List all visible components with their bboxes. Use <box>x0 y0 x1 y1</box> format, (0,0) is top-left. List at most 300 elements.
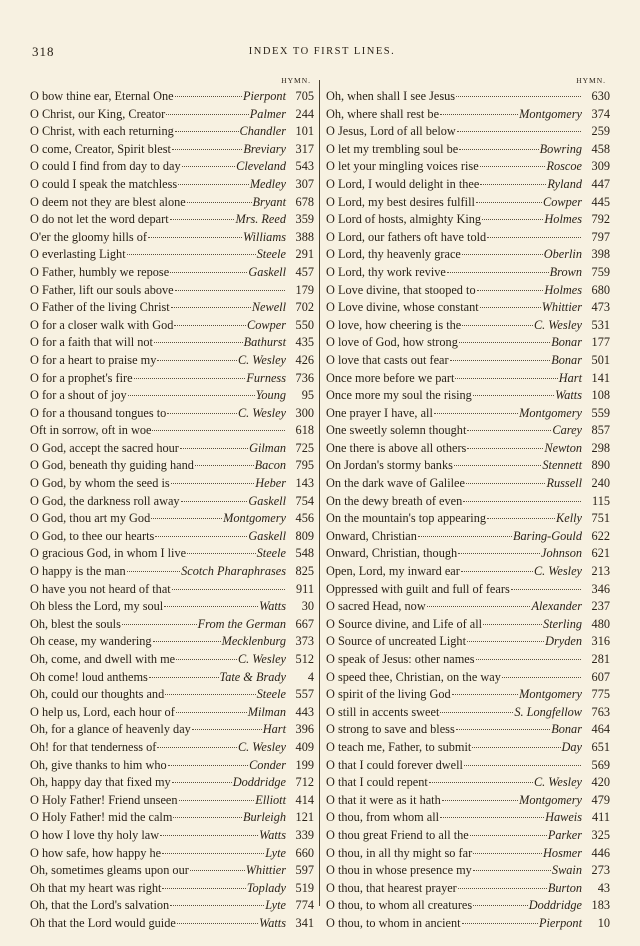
hymn-number: 660 <box>295 845 314 860</box>
first-line-text: O happy is the man <box>30 564 126 579</box>
dot-leader <box>476 202 542 203</box>
author-name: Baring-Gould <box>513 528 582 543</box>
index-entry <box>30 211 314 229</box>
hymn-number: 213 <box>591 564 610 579</box>
first-line-text: O God, by whom the seed is <box>30 476 170 491</box>
author-name: Stennett <box>542 458 582 473</box>
first-line-text: O for a faith that will not <box>30 335 153 350</box>
hymn-number: 183 <box>591 898 610 913</box>
author-name: Russell <box>546 476 582 491</box>
dot-leader <box>467 641 544 642</box>
author-name: Steele <box>256 687 286 702</box>
dot-leader <box>187 202 252 203</box>
dot-leader <box>178 184 249 185</box>
hymn-number: 712 <box>295 775 314 790</box>
index-entry <box>326 774 610 792</box>
index-entry <box>326 651 610 669</box>
first-line-text: O could I speak the matchless <box>30 176 178 191</box>
hymn-number: 792 <box>591 212 610 227</box>
first-line-text: One prayer I have, all <box>326 405 433 420</box>
dot-leader <box>476 659 581 660</box>
dot-leader <box>462 923 538 924</box>
first-line-text: O how safe, how happy he <box>30 845 162 860</box>
first-line-text: O thou, to whom in ancient <box>326 915 461 930</box>
index-entry <box>30 194 314 212</box>
first-line-text: O thou, that hearest prayer <box>326 880 457 895</box>
author-name: Montgomery <box>223 511 286 526</box>
author-name: Milman <box>247 704 286 719</box>
first-line-text: O God, the darkness roll away <box>30 493 180 508</box>
index-entry <box>30 545 314 563</box>
author-name: Gaskell <box>248 528 286 543</box>
hymn-number: 754 <box>295 493 314 508</box>
index-entry <box>326 845 610 863</box>
index-entry <box>326 264 610 282</box>
index-entry <box>326 422 610 440</box>
index-entry <box>326 370 610 388</box>
author-name: Cleveland <box>236 159 286 174</box>
dot-leader <box>473 905 528 906</box>
first-line-text: O bow thine ear, Eternal One <box>30 89 174 103</box>
first-line-text: Once more before we part <box>326 370 455 385</box>
dot-leader <box>128 395 255 396</box>
first-line-text: O Source of uncreated Light <box>326 634 466 649</box>
hymn-number: 457 <box>295 264 314 279</box>
dot-leader <box>466 483 546 484</box>
first-line-text: Oh, happy day that fixed my <box>30 775 171 790</box>
hymn-number: 622 <box>591 528 610 543</box>
author-name: Whittier <box>245 863 286 878</box>
dot-leader <box>162 853 264 854</box>
author-name: S. Longfellow <box>514 704 582 719</box>
hymn-number: 702 <box>295 300 314 315</box>
first-line-text: O'er the gloomy hills of <box>30 229 147 244</box>
hymn-number: 446 <box>591 845 610 860</box>
author-name: Ryland <box>547 176 582 191</box>
first-line-text: On the dewy breath of even <box>326 493 463 508</box>
dot-leader <box>157 747 237 748</box>
hymn-number: 501 <box>591 352 610 367</box>
dot-leader <box>172 782 232 783</box>
first-line-text: On the dark wave of Galilee <box>326 476 465 491</box>
hymn-number: 890 <box>591 458 610 473</box>
index-entry <box>30 563 314 581</box>
hymn-number: 179 <box>295 282 314 297</box>
author-name: Roscoe <box>546 159 582 174</box>
index-entry <box>30 721 314 739</box>
index-entry <box>30 774 314 792</box>
first-line-text: Oh! for that tenderness of <box>30 739 157 754</box>
first-line-text: O that I could repent <box>326 775 428 790</box>
hymn-number: 447 <box>591 176 610 191</box>
index-entry <box>30 651 314 669</box>
index-entry <box>30 141 314 159</box>
dot-leader <box>164 606 258 607</box>
author-name: Watts <box>259 599 286 614</box>
hymn-number: 339 <box>295 827 314 842</box>
hymn-number: 341 <box>295 915 314 930</box>
author-name: Burton <box>547 880 582 895</box>
index-entry <box>30 686 314 704</box>
dot-leader <box>487 518 555 519</box>
index-entry <box>30 282 314 300</box>
dot-leader <box>176 712 247 713</box>
author-name: Elliott <box>255 792 286 807</box>
dot-leader <box>462 254 543 255</box>
dot-leader <box>195 465 254 466</box>
dot-leader <box>192 729 262 730</box>
author-name: Chandler <box>239 124 286 139</box>
dot-leader <box>452 694 518 695</box>
hymn-number: 420 <box>591 775 610 790</box>
author-name: Lyte <box>265 845 286 860</box>
index-entry <box>326 194 610 212</box>
index-entry <box>326 158 610 176</box>
first-line-text: O thou, from whom all <box>326 810 440 825</box>
first-line-text: O Lord, I would delight in thee <box>326 176 480 191</box>
hymn-number: 346 <box>591 581 610 596</box>
dot-leader <box>434 413 518 414</box>
index-entry <box>30 598 314 616</box>
author-name: C. Wesley <box>237 652 286 666</box>
hymn-number: 512 <box>295 652 314 666</box>
hymn-number: 464 <box>591 722 610 737</box>
author-name: Montgomery <box>519 792 582 807</box>
author-name: Gaskell <box>248 264 286 279</box>
author-name: Watts <box>555 388 582 403</box>
dot-leader <box>457 131 581 132</box>
author-name: From the German <box>197 616 286 631</box>
column-divider <box>319 80 320 906</box>
hymn-number: 857 <box>591 423 610 438</box>
index-entry <box>326 317 610 335</box>
index-entry <box>326 106 610 124</box>
first-line-text: One there is above all others <box>326 440 467 455</box>
author-name: Haweis <box>545 810 582 825</box>
dot-leader <box>168 765 248 766</box>
dot-leader <box>122 624 197 625</box>
author-name: Medley <box>249 176 286 191</box>
author-name: Brown <box>549 264 582 279</box>
index-entry <box>326 528 610 546</box>
first-line-text: O let my trembling soul be <box>326 141 459 156</box>
author-name: Hart <box>558 370 582 385</box>
dot-leader <box>487 237 581 238</box>
author-name: C. Wesley <box>533 317 582 332</box>
author-name: Scotch Pharaphrases <box>181 564 286 579</box>
first-line-text: O spirit of the living God <box>326 687 451 702</box>
first-line-text: O for a prophet's fire <box>30 370 133 385</box>
dot-leader <box>463 501 581 502</box>
dot-leader <box>162 888 245 889</box>
author-name: Young <box>255 388 286 403</box>
index-entry <box>30 264 314 282</box>
index-entry <box>30 827 314 845</box>
index-entry <box>326 352 610 370</box>
author-name: Heber <box>255 476 286 491</box>
index-entry <box>326 457 610 475</box>
first-line-text: O Father, humbly we repose <box>30 264 170 279</box>
index-entry <box>30 387 314 405</box>
dot-leader <box>171 307 251 308</box>
author-name: C. Wesley <box>533 564 582 579</box>
index-entry <box>326 493 610 511</box>
index-entry <box>326 897 610 915</box>
first-line-text: Oppressed with guilt and full of fears <box>326 581 510 596</box>
hymn-number: 678 <box>295 194 314 209</box>
index-entry <box>326 440 610 458</box>
index-entry <box>326 246 610 264</box>
author-name: Furness <box>246 370 286 385</box>
dot-leader <box>450 360 551 361</box>
hymn-number: 621 <box>591 546 610 561</box>
dot-leader <box>127 571 181 572</box>
dot-leader <box>172 149 243 150</box>
dot-leader <box>149 677 219 678</box>
author-name: C. Wesley <box>237 405 286 420</box>
dot-leader <box>176 659 237 660</box>
index-entry <box>30 581 314 599</box>
index-entry <box>30 845 314 863</box>
hymn-number: 396 <box>295 722 314 737</box>
hymn-number: 458 <box>591 141 610 156</box>
author-name: Holmes <box>544 212 582 227</box>
hymn-number: 543 <box>295 159 314 174</box>
hymn-number: 479 <box>591 792 610 807</box>
index-entry <box>30 915 314 933</box>
hymn-number: 557 <box>295 687 314 702</box>
first-line-text: Oh, that the Lord's salvation <box>30 898 170 913</box>
first-line-text: One sweetly solemn thought <box>326 423 467 438</box>
hymn-number: 797 <box>591 229 610 244</box>
hymn-number: 705 <box>295 89 314 103</box>
hymn-number: 409 <box>295 739 314 754</box>
first-line-text: O could I find from day to day <box>30 159 181 174</box>
hymn-number: 237 <box>591 599 610 614</box>
dot-leader <box>459 342 550 343</box>
author-name: Carey <box>552 423 582 438</box>
index-entry <box>30 299 314 317</box>
hymn-number: 548 <box>295 546 314 561</box>
first-line-text: O Source divine, and Life of all <box>326 616 483 631</box>
dot-leader <box>467 448 543 449</box>
index-entry <box>30 229 314 247</box>
author-name: Gaskell <box>248 493 286 508</box>
first-line-text: O love, how cheering is the <box>326 317 462 332</box>
dot-leader <box>442 800 518 801</box>
author-name: C. Wesley <box>533 775 582 790</box>
author-name: Gilman <box>249 440 286 455</box>
index-entry <box>30 440 314 458</box>
author-name: Sterling <box>543 616 582 631</box>
dot-leader <box>165 694 255 695</box>
author-name: Toplady <box>246 880 286 895</box>
index-entry <box>30 88 314 106</box>
hymn-column-heading: HYMN. <box>281 76 311 85</box>
author-name: Williams <box>242 229 286 244</box>
author-name: Bonar <box>551 335 582 350</box>
first-line-text: O Lord, my best desires fulfill <box>326 194 475 209</box>
dot-leader <box>467 430 551 431</box>
hymn-number: 725 <box>295 440 314 455</box>
author-name: Bonar <box>551 352 582 367</box>
author-name: Bacon <box>254 458 286 473</box>
dot-leader <box>173 817 242 818</box>
author-name: Steele <box>256 546 286 561</box>
page-number: 318 <box>32 44 55 59</box>
author-name: Montgomery <box>519 405 582 420</box>
first-line-text: O for a shout of joy <box>30 388 127 403</box>
first-line-text: O help us, Lord, each hour of <box>30 704 175 719</box>
index-entry <box>30 510 314 528</box>
dot-leader <box>182 166 236 167</box>
index-entry <box>326 704 610 722</box>
hymn-number: 316 <box>591 634 610 649</box>
hymn-number: 291 <box>295 247 314 262</box>
author-name: Newton <box>544 440 582 455</box>
author-name: Parker <box>547 827 582 842</box>
index-entry <box>326 545 610 563</box>
hymn-number: 143 <box>295 476 314 491</box>
dot-leader <box>461 571 533 572</box>
index-entry <box>30 123 314 141</box>
first-line-text: O Lord of hosts, almighty King <box>326 212 482 227</box>
dot-leader <box>175 96 242 97</box>
author-name: Johnson <box>541 546 582 561</box>
hymn-number: 30 <box>301 599 314 614</box>
author-name: Holmes <box>544 282 582 297</box>
first-line-text: O God, accept the sacred hour <box>30 440 179 455</box>
index-entry <box>326 809 610 827</box>
page-header <box>32 44 612 66</box>
dot-leader <box>127 254 256 255</box>
dot-leader <box>175 290 285 291</box>
index-entry <box>30 669 314 687</box>
first-line-text: O strong to save and bless <box>326 722 455 737</box>
first-line-text: O that it were as it hath <box>326 792 441 807</box>
author-name: C. Wesley <box>237 739 286 754</box>
hymn-number: 259 <box>591 124 610 139</box>
dot-leader <box>170 272 247 273</box>
dot-leader <box>177 923 258 924</box>
dot-leader <box>175 131 239 132</box>
hymn-number: 325 <box>591 827 610 842</box>
dot-leader <box>418 536 512 537</box>
hymn-number: 480 <box>591 616 610 631</box>
dot-leader <box>483 624 542 625</box>
right-column <box>326 74 610 933</box>
dot-leader <box>473 853 542 854</box>
author-name: Bathurst <box>243 335 286 350</box>
hymn-number: 414 <box>295 792 314 807</box>
index-entry <box>326 598 610 616</box>
hymn-number: 607 <box>591 669 610 684</box>
hymn-number: 763 <box>591 704 610 719</box>
index-entry <box>326 176 610 194</box>
left-column <box>30 74 314 933</box>
first-line-text: Oh, for a glance of heavenly day <box>30 722 191 737</box>
author-name: Day <box>561 739 582 754</box>
hymn-number: 300 <box>295 405 314 420</box>
author-name: Palmer <box>249 106 286 121</box>
dot-leader <box>480 307 541 308</box>
first-line-text: O for a heart to praise my <box>30 352 157 367</box>
hymn-number: 667 <box>295 616 314 631</box>
first-line-text: O deem not they are blest alone <box>30 194 186 209</box>
hymn-number: 177 <box>591 335 610 350</box>
first-line-text: O thou in whose presence my <box>326 863 472 878</box>
hymn-number: 108 <box>591 388 610 403</box>
dot-leader <box>458 888 547 889</box>
first-line-text: O have you not heard of that <box>30 581 171 596</box>
first-line-text: O come, Creator, Spirit blest <box>30 141 171 156</box>
dot-leader <box>170 905 264 906</box>
first-line-text: O everlasting Light <box>30 247 126 262</box>
first-line-text: On Jordan's stormy banks <box>326 458 453 473</box>
first-line-text: Oh, blest the souls <box>30 616 121 631</box>
hymn-number: 388 <box>295 229 314 244</box>
index-entry <box>30 809 314 827</box>
first-line-text: Oh that the Lord would guide <box>30 915 176 930</box>
index-entry <box>326 616 610 634</box>
first-line-text: O for a closer walk with God <box>30 317 174 332</box>
dot-leader <box>174 325 246 326</box>
author-name: Alexander <box>531 599 582 614</box>
hymn-number: 309 <box>591 159 610 174</box>
index-entry <box>326 211 610 229</box>
dot-leader <box>171 483 255 484</box>
hymn-number: 373 <box>295 634 314 649</box>
first-line-text: O Father of the living Christ <box>30 300 170 315</box>
hymn-number: 435 <box>295 335 314 350</box>
author-name: Hosmer <box>543 845 582 860</box>
hymn-number: 680 <box>591 282 610 297</box>
index-entry <box>30 633 314 651</box>
index-entry <box>30 422 314 440</box>
index-entry <box>326 792 610 810</box>
first-line-text: Oh, where shall rest be <box>326 106 440 121</box>
hymn-number: 359 <box>295 212 314 227</box>
dot-leader <box>480 184 546 185</box>
first-line-text: O that I could forever dwell <box>326 757 463 772</box>
index-entry <box>30 862 314 880</box>
first-line-text: Oh, give thanks to him who <box>30 757 167 772</box>
author-name: Hart <box>262 722 286 737</box>
first-line-text: O let your mingling voices rise <box>326 159 479 174</box>
first-line-text: O teach me, Father, to submit <box>326 739 472 754</box>
first-line-text: O do not let the word depart <box>30 212 169 227</box>
index-entry <box>326 880 610 898</box>
first-line-text: O Lord, our fathers oft have told <box>326 229 487 244</box>
dot-leader <box>464 765 581 766</box>
dot-leader <box>470 835 547 836</box>
index-entry <box>30 317 314 335</box>
hymn-number: 736 <box>295 370 314 385</box>
index-entry <box>326 123 610 141</box>
author-name: Breviary <box>243 141 286 156</box>
first-line-text: On the mountain's top appearing <box>326 511 486 526</box>
dot-leader <box>427 606 531 607</box>
hymn-number: 4 <box>307 669 314 684</box>
hymn-number: 651 <box>591 739 610 754</box>
dot-leader <box>472 747 560 748</box>
index-entry <box>30 370 314 388</box>
index-entry <box>326 862 610 880</box>
first-line-text: O Holy Father! Friend unseen <box>30 792 178 807</box>
first-line-text: O how I love thy holy law <box>30 827 160 842</box>
index-entry <box>326 739 610 757</box>
hymn-number: 569 <box>591 757 610 772</box>
